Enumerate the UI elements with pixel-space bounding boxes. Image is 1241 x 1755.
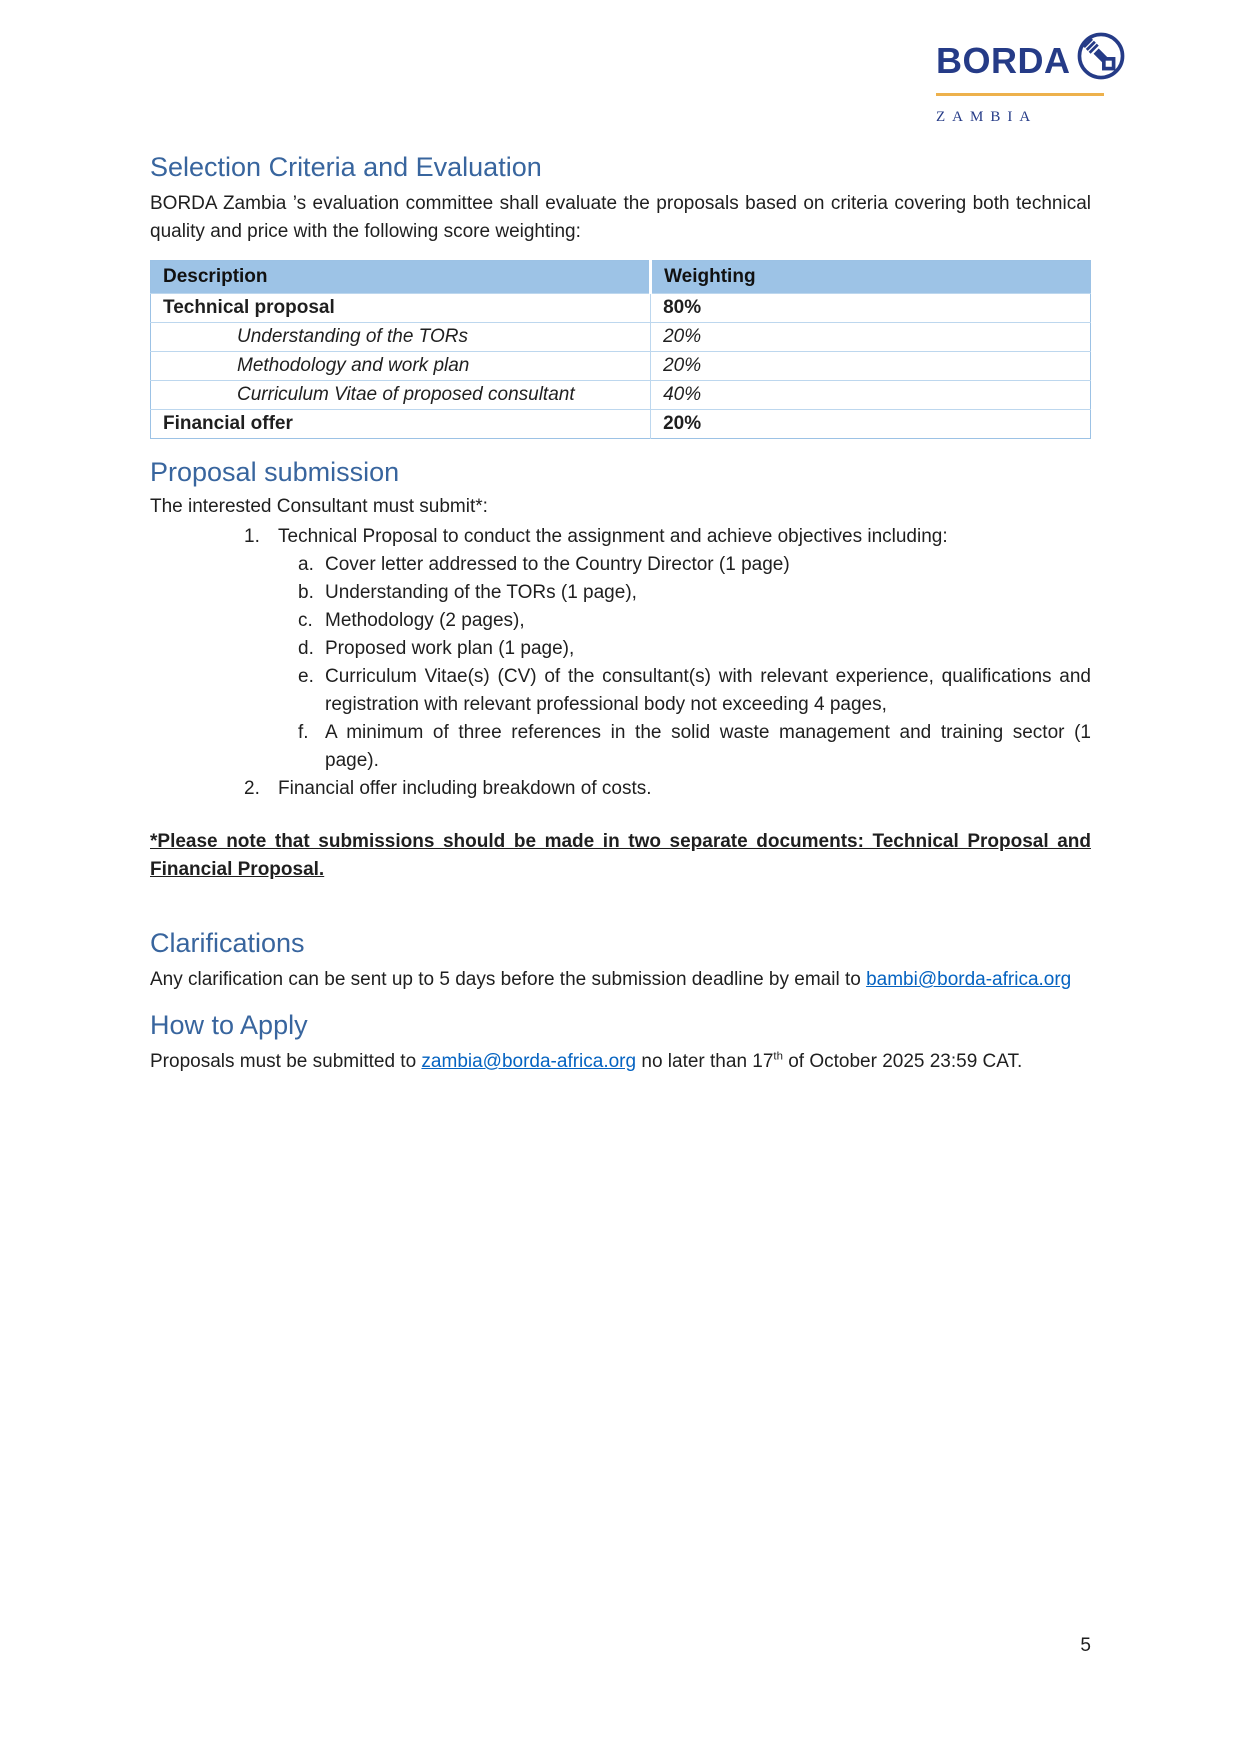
clarifications-email-link[interactable]: bambi@borda-africa.org — [866, 969, 1072, 990]
list-item-text: Financial offer including breakdown of costs. — [278, 778, 652, 799]
ordinal-superscript: th — [773, 1050, 783, 1063]
list-item-text: Understanding of the TORs (1 page), — [325, 582, 637, 603]
list-marker: d. — [298, 638, 314, 659]
selection-criteria-heading: Selection Criteria and Evaluation — [150, 152, 542, 182]
list-marker: e. — [298, 666, 314, 687]
apply-text-before-link: Proposals must be submitted to — [150, 1051, 422, 1072]
list-item — [150, 523, 1091, 551]
two-documents-note: *Please note that submissions should be made in two separate documents: Technical Proposal and Financial Proposal. — [150, 831, 1091, 880]
list-item-text: Proposed work plan (1 page), — [325, 638, 575, 659]
clarifications-text-before-link: Any clarification can be sent up to 5 days before the submission deadline by email to — [150, 969, 867, 990]
criteria-weighting: 20% — [651, 410, 1091, 439]
table-row — [151, 323, 1091, 352]
criteria-description: Curriculum Vitae of proposed consultant — [151, 381, 651, 410]
how-to-apply-text — [150, 1048, 1091, 1076]
criteria-weighting: 40% — [651, 381, 1091, 410]
column-header-weighting: Weighting — [651, 261, 1091, 294]
list-item-text: Curriculum Vitae(s) (CV) of the consultant(s) with relevant experience, qualifications and registration with relevant professional body not exceeding 4 pages, — [325, 666, 1091, 715]
table-row — [151, 381, 1091, 410]
list-item — [150, 663, 1091, 719]
criteria-description: Methodology and work plan — [151, 352, 651, 381]
list-marker: f. — [298, 722, 309, 743]
list-item-text: Methodology (2 pages), — [325, 610, 525, 631]
criteria-weighting: 20% — [651, 323, 1091, 352]
logo-region-label: ZAMBIA — [936, 109, 1038, 125]
table-row — [151, 352, 1091, 381]
list-item-text: Technical Proposal to conduct the assignment and achieve objectives including: — [278, 526, 948, 547]
list-marker: 1. — [244, 526, 260, 547]
criteria-weighting: 20% — [651, 352, 1091, 381]
table-row — [151, 410, 1091, 439]
list-marker: a. — [298, 554, 314, 575]
proposal-submission-intro: The interested Consultant must submit*: — [150, 496, 488, 517]
selection-criteria-intro: BORDA Zambia ’s evaluation committee shall evaluate the proposals based on criteria covering both technical quality and price with the following score weighting: — [150, 193, 1091, 242]
list-marker: 2. — [244, 778, 260, 799]
list-item — [150, 635, 1091, 663]
list-item — [150, 551, 1091, 579]
column-header-description: Description — [151, 261, 651, 294]
clarifications-heading: Clarifications — [150, 928, 305, 958]
criteria-description: Understanding of the TORs — [151, 323, 651, 352]
list-item — [150, 607, 1091, 635]
apply-deadline-text: of October 2025 23:59 CAT. — [782, 1051, 1023, 1072]
list-item-text: A minimum of three references in the solid waste management and training sector (1 page). — [325, 722, 1091, 771]
criteria-weighting: 80% — [651, 294, 1091, 323]
page-number: 5 — [1080, 1635, 1091, 1656]
apply-text-after-link: no later than 17 — [636, 1051, 774, 1072]
criteria-table — [150, 260, 1091, 439]
list-item — [150, 719, 1091, 775]
table-row — [151, 294, 1091, 323]
apply-email-link[interactable]: zambia@borda-africa.org — [421, 1051, 637, 1072]
table-header-row — [151, 261, 1091, 294]
list-item-text: Cover letter addressed to the Country Director (1 page) — [325, 554, 790, 575]
list-item — [150, 775, 1091, 803]
proposal-submission-heading: Proposal submission — [150, 457, 400, 487]
list-marker: c. — [298, 610, 313, 631]
criteria-description: Financial offer — [151, 410, 651, 439]
criteria-description: Technical proposal — [151, 294, 651, 323]
borda-wordmark: BORDA — [936, 39, 1071, 81]
list-marker: b. — [298, 582, 314, 603]
list-item — [150, 579, 1091, 607]
how-to-apply-heading: How to Apply — [150, 1010, 308, 1040]
clarifications-text — [150, 966, 1091, 994]
